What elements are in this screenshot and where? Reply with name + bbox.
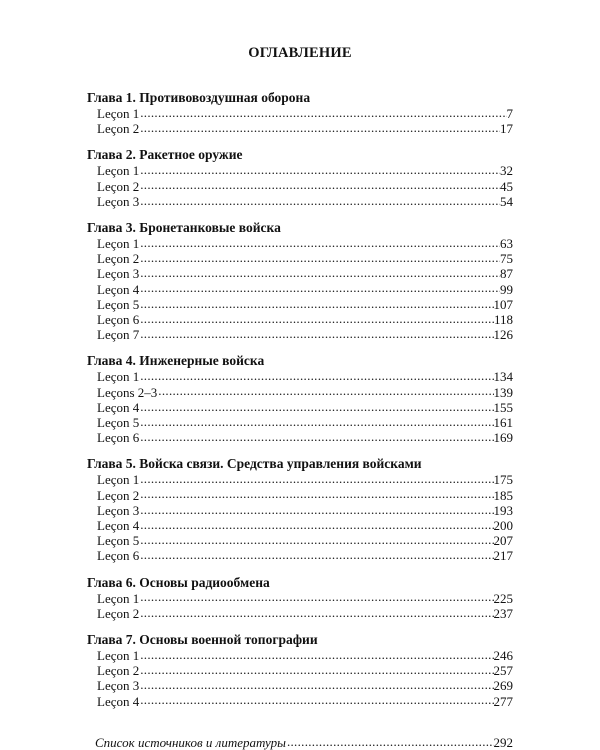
lesson-page-number: 237 <box>493 605 513 621</box>
lesson-label: Leçon 3 <box>97 502 140 518</box>
lesson-page-number: 107 <box>493 296 513 312</box>
toc-chapter <box>87 90 513 136</box>
dot-leader <box>140 518 493 530</box>
toc-entry[interactable] <box>87 518 513 533</box>
toc-entry[interactable] <box>87 369 513 384</box>
lesson-page-number: 87 <box>500 266 513 282</box>
lesson-page-number: 63 <box>500 236 513 252</box>
toc-entry[interactable] <box>87 430 513 445</box>
dot-leader <box>140 369 493 381</box>
lesson-page-number: 269 <box>493 678 513 694</box>
lesson-page-number: 246 <box>493 648 513 664</box>
lesson-label: Leçon 2 <box>97 487 140 503</box>
lesson-page-number: 161 <box>493 415 513 431</box>
chapter-title[interactable]: Глава 3. Бронетанковые войска <box>87 220 281 236</box>
toc-entry[interactable] <box>87 648 513 663</box>
dot-leader <box>140 663 493 675</box>
chapter-title[interactable]: Глава 7. Основы военной топографии <box>87 632 318 648</box>
toc-entry[interactable] <box>87 236 513 251</box>
toc-entry[interactable] <box>87 533 513 548</box>
lesson-label: Leçon 4 <box>97 399 140 415</box>
lesson-label: Leçon 3 <box>97 193 140 209</box>
toc-entry-sources[interactable] <box>87 735 513 750</box>
lesson-page-number: 7 <box>506 106 513 121</box>
lesson-label: Leçon 2 <box>97 251 140 267</box>
dot-leader <box>140 121 500 133</box>
dot-leader <box>140 179 500 191</box>
toc-chapter <box>87 456 513 563</box>
lesson-label: Leçon 1 <box>97 369 140 385</box>
sources-label: Список источников и литературы <box>95 734 286 750</box>
toc-entry[interactable] <box>87 251 513 266</box>
toc-entry[interactable] <box>87 266 513 281</box>
lesson-label: Leçon 1 <box>97 163 140 179</box>
lesson-label: Leçon 1 <box>97 472 140 488</box>
lesson-page-number: 126 <box>493 327 513 343</box>
lesson-page-number: 45 <box>500 178 513 194</box>
toc-entry[interactable] <box>87 694 513 709</box>
lesson-page-number: 200 <box>493 518 513 534</box>
dot-leader <box>140 591 493 603</box>
lesson-page-number: 225 <box>493 590 513 606</box>
toc-entry[interactable] <box>87 327 513 342</box>
dot-leader <box>140 503 493 515</box>
lesson-label: Leçon 1 <box>97 106 140 121</box>
dot-leader <box>140 194 500 206</box>
toc-entry[interactable] <box>87 591 513 606</box>
dot-leader <box>140 606 493 618</box>
lesson-page-number: 99 <box>500 281 513 297</box>
sources-page-number: 292 <box>493 734 513 750</box>
lesson-page-number: 134 <box>493 369 513 385</box>
lesson-label: Leçon 4 <box>97 281 140 297</box>
dot-leader <box>140 648 493 660</box>
lesson-page-number: 139 <box>493 384 513 400</box>
toc-entry[interactable] <box>87 121 513 136</box>
lesson-page-number: 217 <box>493 548 513 564</box>
toc-entry[interactable] <box>87 163 513 178</box>
chapter-title[interactable]: Глава 2. Ракетное оружие <box>87 147 243 163</box>
lesson-page-number: 169 <box>493 430 513 446</box>
lesson-label: Leçon 2 <box>97 605 140 621</box>
toc-entry[interactable] <box>87 282 513 297</box>
lesson-label: Leçon 2 <box>97 663 140 679</box>
toc-entry[interactable] <box>87 606 513 621</box>
lesson-page-number: 54 <box>500 193 513 209</box>
dot-leader <box>140 488 493 500</box>
dot-leader <box>140 533 493 545</box>
dot-leader <box>140 472 493 484</box>
lesson-label: Leçon 1 <box>97 590 140 606</box>
lesson-label: Leçon 5 <box>97 533 140 549</box>
lesson-label: Leçon 2 <box>97 178 140 194</box>
lesson-label: Leçon 4 <box>97 518 140 534</box>
toc-chapter <box>87 632 513 709</box>
toc-entry[interactable] <box>87 385 513 400</box>
chapter-title[interactable]: Глава 4. Инженерные войска <box>87 353 265 369</box>
toc-entry[interactable] <box>87 179 513 194</box>
toc-entry[interactable] <box>87 472 513 487</box>
toc-entry[interactable] <box>87 194 513 209</box>
dot-leader <box>140 163 500 175</box>
lesson-page-number: 175 <box>493 472 513 488</box>
lesson-page-number: 257 <box>493 663 513 679</box>
lesson-label: Leçon 6 <box>97 430 140 446</box>
lesson-label: Leçon 3 <box>97 678 140 694</box>
lesson-label: Leçon 5 <box>97 415 140 431</box>
lesson-page-number: 193 <box>493 502 513 518</box>
lesson-label: Leçon 1 <box>97 236 140 252</box>
dot-leader <box>287 735 494 747</box>
dot-leader <box>140 430 493 442</box>
dot-leader <box>140 297 493 309</box>
toc-chapter <box>87 220 513 342</box>
toc-entry[interactable] <box>87 106 513 121</box>
dot-leader <box>140 266 500 278</box>
lesson-label: Leçons 2–3 <box>97 384 158 400</box>
toc-chapter <box>87 353 513 445</box>
toc-entry[interactable] <box>87 312 513 327</box>
dot-leader <box>158 385 493 397</box>
toc-entry[interactable] <box>87 503 513 518</box>
dot-leader <box>140 400 493 412</box>
toc-entry[interactable] <box>87 678 513 693</box>
lesson-page-number: 185 <box>493 487 513 503</box>
chapter-title[interactable]: Глава 5. Войска связи. Средства управления войсками <box>87 456 422 472</box>
dot-leader <box>140 312 494 324</box>
lesson-label: Leçon 4 <box>97 693 140 709</box>
lesson-page-number: 207 <box>493 533 513 549</box>
toc-chapter <box>87 575 513 621</box>
lesson-label: Leçon 5 <box>97 296 140 312</box>
lesson-label: Leçon 2 <box>97 121 140 137</box>
lesson-page-number: 118 <box>493 312 513 328</box>
toc-entry[interactable] <box>87 663 513 678</box>
lesson-label: Leçon 3 <box>97 266 140 282</box>
lesson-page-number: 277 <box>493 693 513 709</box>
dot-leader <box>140 236 500 248</box>
dot-leader <box>140 327 493 339</box>
chapter-title[interactable]: Глава 6. Основы радиообмена <box>87 574 270 590</box>
toc-entry[interactable] <box>87 297 513 312</box>
toc-entry[interactable] <box>87 415 513 430</box>
lesson-page-number: 75 <box>500 251 513 267</box>
dot-leader <box>140 694 493 706</box>
dot-leader <box>140 106 506 118</box>
lesson-page-number: 155 <box>493 399 513 415</box>
toc-entry[interactable] <box>87 488 513 503</box>
lesson-label: Leçon 1 <box>97 648 140 664</box>
lesson-page-number: 17 <box>500 121 513 137</box>
dot-leader <box>140 251 500 263</box>
lesson-label: Leçon 7 <box>97 327 140 343</box>
toc-entry[interactable] <box>87 400 513 415</box>
lesson-page-number: 32 <box>500 163 513 179</box>
chapter-list <box>87 90 513 709</box>
dot-leader <box>140 548 493 560</box>
toc-entry[interactable] <box>87 548 513 563</box>
lesson-label: Leçon 6 <box>97 312 140 328</box>
dot-leader <box>140 415 493 427</box>
lesson-label: Leçon 6 <box>97 548 140 564</box>
dot-leader <box>140 678 493 690</box>
dot-leader <box>140 282 500 294</box>
toc-chapter <box>87 147 513 209</box>
chapter-title[interactable]: Глава 1. Противовоздушная оборона <box>87 90 311 105</box>
toc-title: ОГЛАВЛЕНИЕ <box>248 45 352 61</box>
